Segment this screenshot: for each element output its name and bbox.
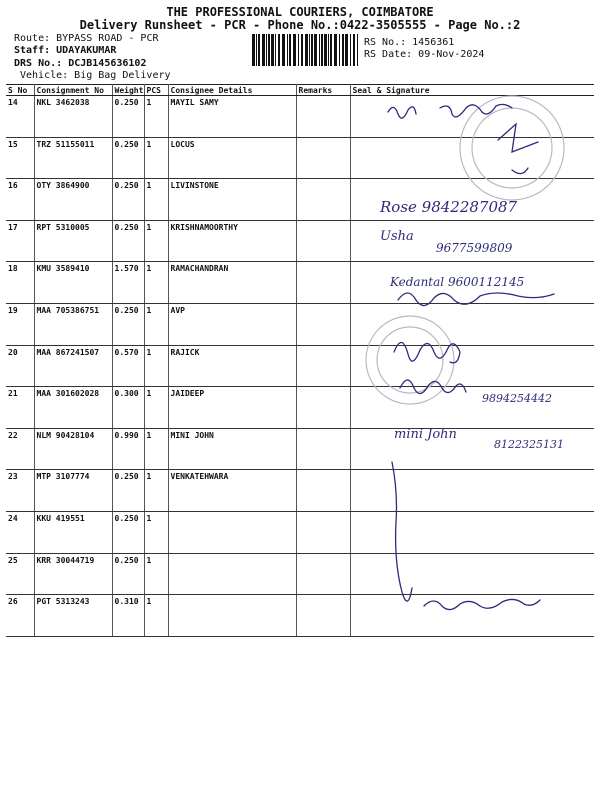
- barcode-bar: [350, 34, 351, 66]
- cell-consignment: OTY 3864900: [34, 179, 112, 221]
- cell-pcs: 1: [144, 387, 168, 429]
- barcode-bar: [314, 34, 317, 66]
- cell-weight: 0.250: [112, 511, 144, 553]
- cell-consignee: MINI JOHN: [168, 428, 296, 470]
- table-row: [6, 470, 594, 512]
- table-row: [6, 262, 594, 304]
- cell-consignee: AVP: [168, 303, 296, 345]
- cell-weight: 0.300: [112, 387, 144, 429]
- cell-consignment: NKL 3462038: [34, 96, 112, 138]
- cell-pcs: 1: [144, 553, 168, 595]
- barcode-bar: [353, 34, 355, 66]
- signature-row21-phone: 9894254442: [482, 392, 552, 405]
- cell-consignment: MAA 867241507: [34, 345, 112, 387]
- table-row: [6, 220, 594, 262]
- cell-consignee: VENKATEHWARA: [168, 470, 296, 512]
- staff-name: UDAYAKUMAR: [56, 45, 117, 56]
- barcode-bar: [330, 34, 332, 66]
- barcode-bar: [252, 34, 255, 66]
- cell-consignment: KRR 30044719: [34, 553, 112, 595]
- col-header-remarks: Remarks: [296, 85, 350, 96]
- cell-remarks: [296, 96, 350, 138]
- rs-number: RS No.: 1456361: [364, 37, 455, 48]
- cell-pcs: 1: [144, 511, 168, 553]
- table-row: [6, 137, 594, 179]
- barcode-bar: [271, 34, 274, 66]
- barcode-bar: [258, 34, 260, 66]
- cell-pcs: 1: [144, 428, 168, 470]
- cell-consignment: KMU 3589410: [34, 262, 112, 304]
- cell-consignee: LOCUS: [168, 137, 296, 179]
- barcode-bar: [256, 34, 257, 66]
- cell-consignment: TRZ 51155011: [34, 137, 112, 179]
- cell-weight: 0.310: [112, 595, 144, 637]
- staff-label: Staff:: [14, 45, 51, 56]
- cell-remarks: [296, 511, 350, 553]
- cell-remarks: [296, 220, 350, 262]
- barcode-bar: [305, 34, 308, 66]
- cell-weight: 0.250: [112, 220, 144, 262]
- cell-signature: [350, 511, 594, 553]
- cell-remarks: [296, 387, 350, 429]
- cell-sno: 19: [6, 303, 34, 345]
- cell-consignment: KKU 419551: [34, 511, 112, 553]
- cell-sno: 22: [6, 428, 34, 470]
- col-header-signature: Seal & Signature: [350, 85, 594, 96]
- cell-sno: 15: [6, 137, 34, 179]
- signature-row18-name: Usha: [380, 229, 414, 244]
- table-row: [6, 387, 594, 429]
- table-row: [6, 428, 594, 470]
- cell-pcs: 1: [144, 96, 168, 138]
- signature-row17: Rose 9842287087: [380, 198, 518, 216]
- cell-weight: 0.250: [112, 303, 144, 345]
- table-row: [6, 595, 594, 637]
- staff-line: [14, 45, 116, 56]
- cell-weight: 0.250: [112, 96, 144, 138]
- drs-line: [14, 58, 146, 69]
- signature-row19-name: Kedantal 9600112145: [390, 275, 525, 289]
- cell-weight: 0.250: [112, 553, 144, 595]
- barcode-bar: [339, 34, 340, 66]
- cell-pcs: 1: [144, 595, 168, 637]
- cell-pcs: 1: [144, 470, 168, 512]
- cell-sno: 20: [6, 345, 34, 387]
- signature-row22-name: mini John: [394, 427, 457, 442]
- table-row: [6, 553, 594, 595]
- barcode-bar: [328, 34, 329, 66]
- cell-signature: [350, 387, 594, 429]
- document-subtitle: Delivery Runsheet - PCR - Phone No.:0422-3505555 - Page No.:2: [79, 18, 521, 32]
- cell-pcs: 1: [144, 137, 168, 179]
- cell-consignee: RAJICK: [168, 345, 296, 387]
- cell-weight: 0.250: [112, 137, 144, 179]
- cell-remarks: [296, 428, 350, 470]
- cell-pcs: 1: [144, 220, 168, 262]
- cell-remarks: [296, 595, 350, 637]
- table-row: [6, 179, 594, 221]
- barcode-bar: [266, 34, 267, 66]
- cell-signature: [350, 220, 594, 262]
- col-header-weight: Weight: [112, 85, 144, 96]
- cell-pcs: 1: [144, 179, 168, 221]
- cell-sno: 17: [6, 220, 34, 262]
- table-row: [6, 303, 594, 345]
- barcode-bar: [287, 34, 288, 66]
- cell-signature: [350, 303, 594, 345]
- vehicle-text: Vehicle: Big Bag Delivery: [20, 70, 171, 81]
- barcode-bar: [357, 34, 358, 66]
- cell-consignment: MTP 3107774: [34, 470, 112, 512]
- cell-consignment: MAA 705386751: [34, 303, 112, 345]
- cell-consignee: LIVINSTONE: [168, 179, 296, 221]
- cell-weight: 0.250: [112, 470, 144, 512]
- col-header-consignee: Consignee Details: [168, 85, 296, 96]
- cell-consignee: KRISHNAMOORTHY: [168, 220, 296, 262]
- cell-remarks: [296, 345, 350, 387]
- cell-consignment: MAA 301602028: [34, 387, 112, 429]
- col-header-consignment: Consignment No: [34, 85, 112, 96]
- barcode-bar: [342, 34, 344, 66]
- route-text: Route: BYPASS ROAD - PCR: [14, 33, 159, 44]
- barcode-bar: [311, 34, 313, 66]
- barcode-bar: [334, 34, 337, 66]
- rs-date: RS Date: 09-Nov-2024: [364, 49, 485, 60]
- cell-sno: 23: [6, 470, 34, 512]
- table-row: [6, 345, 594, 387]
- barcode-image: [252, 34, 358, 66]
- col-header-sno: S No: [6, 85, 34, 96]
- cell-pcs: 1: [144, 345, 168, 387]
- cell-consignee: [168, 595, 296, 637]
- runsheet-table: [6, 84, 594, 637]
- cell-signature: [350, 96, 594, 138]
- cell-sno: 14: [6, 96, 34, 138]
- cell-weight: 1.570: [112, 262, 144, 304]
- cell-consignment: PGT 5313243: [34, 595, 112, 637]
- document-title: THE PROFESSIONAL COURIERS, COIMBATORE: [166, 5, 434, 19]
- cell-weight: 0.570: [112, 345, 144, 387]
- cell-consignment: RPT 5310005: [34, 220, 112, 262]
- barcode-bar: [345, 34, 348, 66]
- barcode-bar: [319, 34, 320, 66]
- barcode-bar: [293, 34, 296, 66]
- barcode-bar: [262, 34, 265, 66]
- cell-remarks: [296, 179, 350, 221]
- barcode-bar: [268, 34, 270, 66]
- barcode-bar: [289, 34, 291, 66]
- cell-consignee: [168, 553, 296, 595]
- cell-consignment: NLM 90428104: [34, 428, 112, 470]
- drs-label: DRS No.:: [14, 58, 63, 69]
- cell-weight: 0.990: [112, 428, 144, 470]
- cell-sno: 26: [6, 595, 34, 637]
- cell-pcs: 1: [144, 262, 168, 304]
- cell-sno: 24: [6, 511, 34, 553]
- barcode-bar: [321, 34, 323, 66]
- cell-remarks: [296, 303, 350, 345]
- col-header-pcs: PCS: [144, 85, 168, 96]
- barcode-bar: [282, 34, 285, 66]
- cell-signature: [350, 595, 594, 637]
- barcode-bar: [275, 34, 276, 66]
- table-row: [6, 511, 594, 553]
- cell-consignee: MAYIL SAMY: [168, 96, 296, 138]
- signature-row18-phone: 9677599809: [436, 241, 513, 255]
- signature-row22-phone: 8122325131: [494, 438, 564, 451]
- table-row: [6, 96, 594, 138]
- cell-signature: [350, 553, 594, 595]
- cell-consignee: [168, 511, 296, 553]
- barcode-bar: [298, 34, 299, 66]
- barcode-bar: [301, 34, 303, 66]
- table-header-row: [6, 85, 594, 96]
- barcode-bar: [309, 34, 310, 66]
- barcode-bar: [324, 34, 327, 66]
- cell-sno: 18: [6, 262, 34, 304]
- cell-signature: [350, 428, 594, 470]
- cell-consignee: RAMACHANDRAN: [168, 262, 296, 304]
- cell-sno: 21: [6, 387, 34, 429]
- cell-remarks: [296, 553, 350, 595]
- cell-remarks: [296, 137, 350, 179]
- cell-weight: 0.250: [112, 179, 144, 221]
- drs-number: DCJB145636102: [68, 58, 147, 69]
- cell-signature: [350, 179, 594, 221]
- cell-sno: 25: [6, 553, 34, 595]
- cell-signature: [350, 470, 594, 512]
- cell-remarks: [296, 262, 350, 304]
- cell-pcs: 1: [144, 303, 168, 345]
- cell-remarks: [296, 470, 350, 512]
- cell-consignee: JAIDEEP: [168, 387, 296, 429]
- cell-signature: [350, 262, 594, 304]
- cell-signature: [350, 345, 594, 387]
- cell-signature: [350, 137, 594, 179]
- cell-sno: 16: [6, 179, 34, 221]
- barcode-bar: [278, 34, 280, 66]
